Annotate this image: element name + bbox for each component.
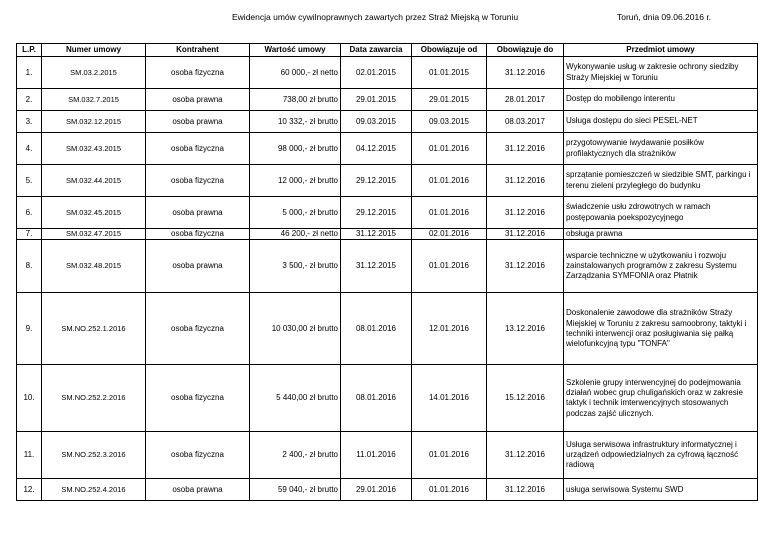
cell-to: 31.12.2016 (487, 57, 564, 89)
cell-lp: 6. (17, 197, 42, 229)
table-row (17, 197, 758, 229)
column-header-contractor: Kontrahent (146, 44, 250, 57)
table-row (17, 365, 758, 432)
contracts-table (16, 43, 758, 501)
cell-lp: 1. (17, 57, 42, 89)
cell-value: 5 440,00 zł brutto (250, 365, 341, 432)
cell-value: 10 332,- zł brutto (250, 111, 341, 133)
cell-subject: Usługa serwisowa infrastruktury informatycznej i urządzeń odpowiedzialnych za cyfrową łączność radiową (564, 432, 758, 479)
table-row (17, 111, 758, 133)
cell-contractor: osoba fizyczna (146, 293, 250, 365)
cell-value: 738,00 zł brutto (250, 89, 341, 111)
cell-subject: Wykonywanie usług w zakresie ochrony siedziby Straży Miejskiej w Toruniu (564, 57, 758, 89)
cell-lp: 12. (17, 479, 42, 501)
cell-number: SM.032.45.2015 (42, 197, 146, 229)
cell-contractor: osoba fizyczna (146, 133, 250, 165)
table-row (17, 432, 758, 479)
cell-to: 31.12.2016 (487, 479, 564, 501)
cell-signed: 08.01.2016 (341, 365, 412, 432)
cell-number: SM.032.43.2015 (42, 133, 146, 165)
cell-signed: 11.01.2016 (341, 432, 412, 479)
cell-signed: 29.01.2015 (341, 89, 412, 111)
cell-lp: 3. (17, 111, 42, 133)
table-row (17, 57, 758, 89)
cell-to: 31.12.2016 (487, 133, 564, 165)
table-row (17, 229, 758, 240)
cell-lp: 9. (17, 293, 42, 365)
cell-contractor: osoba fizyczna (146, 432, 250, 479)
table-header-row (17, 44, 758, 57)
cell-from: 01.01.2016 (412, 479, 487, 501)
cell-signed: 31.12.2015 (341, 229, 412, 240)
cell-signed: 08.01.2016 (341, 293, 412, 365)
cell-value: 10 030,00 zł brutto (250, 293, 341, 365)
cell-number: SM.NO.252.3.2016 (42, 432, 146, 479)
cell-subject: usługa serwisowa Systemu SWD (564, 479, 758, 501)
cell-signed: 29.01.2016 (341, 479, 412, 501)
cell-contractor: osoba fizyczna (146, 57, 250, 89)
cell-number: SM.032.48.2015 (42, 240, 146, 293)
cell-from: 01.01.2016 (412, 240, 487, 293)
cell-signed: 31.12.2015 (341, 240, 412, 293)
document-date: Toruń, dnia 09.06.2016 r. (617, 12, 712, 22)
cell-to: 31.12.2016 (487, 197, 564, 229)
cell-to: 31.12.2016 (487, 165, 564, 197)
cell-contractor: osoba prawna (146, 89, 250, 111)
cell-lp: 8. (17, 240, 42, 293)
table-row (17, 479, 758, 501)
cell-contractor: osoba prawna (146, 479, 250, 501)
cell-from: 12.01.2016 (412, 293, 487, 365)
cell-value: 98 000,- zł brutto (250, 133, 341, 165)
cell-signed: 29.12.2015 (341, 197, 412, 229)
cell-lp: 7. (17, 229, 42, 240)
table-row (17, 133, 758, 165)
cell-to: 31.12.2016 (487, 432, 564, 479)
cell-subject: Dostęp do mobilengo interentu (564, 89, 758, 111)
cell-contractor: osoba fizyczna (146, 165, 250, 197)
cell-number: SM.032.44.2015 (42, 165, 146, 197)
cell-from: 01.01.2016 (412, 165, 487, 197)
cell-subject: Usługa dostępu do sieci PESEL-NET (564, 111, 758, 133)
column-header-value: Wartość umowy (250, 44, 341, 57)
cell-from: 01.01.2016 (412, 197, 487, 229)
cell-signed: 04.12.2015 (341, 133, 412, 165)
column-header-signed: Data zawarcia (341, 44, 412, 57)
cell-value: 3 500,- zł brutto (250, 240, 341, 293)
cell-number: SM.03.2.2015 (42, 57, 146, 89)
table-row (17, 165, 758, 197)
cell-from: 01.01.2016 (412, 432, 487, 479)
cell-from: 14.01.2016 (412, 365, 487, 432)
cell-to: 13.12.2016 (487, 293, 564, 365)
cell-subject: Szkolenie grupy interwencyjnej do podejmowania działań wobec grup chuligańskich oraz w zakresie taktyk i technik imterwencyjnych stosowanych podczas zajść ulicznych. (564, 365, 758, 432)
cell-lp: 2. (17, 89, 42, 111)
cell-subject: świadczenie usłu zdrowotnych w ramach postępowania poekspozycyjnego (564, 197, 758, 229)
cell-subject: obsługa prawna (564, 229, 758, 240)
table-row (17, 293, 758, 365)
document-title: Ewidencja umów cywilnoprawnych zawartych przez Straż Miejską w Toruniu (232, 12, 519, 22)
cell-number: SM.NO.252.4.2016 (42, 479, 146, 501)
cell-value: 59 040,- zł brutto (250, 479, 341, 501)
cell-number: SM.NO.252.2.2016 (42, 365, 146, 432)
cell-signed: 09.03.2015 (341, 111, 412, 133)
cell-lp: 10. (17, 365, 42, 432)
cell-contractor: osoba prawna (146, 240, 250, 293)
cell-subject: wsparcie techniczne w użytkowaniu i rozwoju zainstalowanych programów z zakresu Systemu Zarządzania SYMFONIA oraz Płatnik (564, 240, 758, 293)
cell-from: 01.01.2016 (412, 133, 487, 165)
cell-signed: 02.01.2015 (341, 57, 412, 89)
cell-from: 29.01.2015 (412, 89, 487, 111)
cell-signed: 29.12.2015 (341, 165, 412, 197)
cell-lp: 4. (17, 133, 42, 165)
cell-value: 46 200,- zł netto (250, 229, 341, 240)
column-header-to: Obowiązuje do (487, 44, 564, 57)
column-header-lp: L.P. (17, 44, 42, 57)
cell-value: 12 000,- zł brutto (250, 165, 341, 197)
cell-lp: 5. (17, 165, 42, 197)
cell-contractor: osoba prawna (146, 111, 250, 133)
cell-subject: przygotowywanie iwydawanie posiłków profilaktycznych dla strażników (564, 133, 758, 165)
cell-from: 01.01.2015 (412, 57, 487, 89)
cell-number: SM.032.7.2015 (42, 89, 146, 111)
cell-number: SM.NO.252.1.2016 (42, 293, 146, 365)
table-row (17, 89, 758, 111)
cell-subject: Doskonalenie zawodowe dla strażników Straży Miejskiej w Toruniu z zakresu samoobrony, taktyki i techniki interwencji oraz posługiwania się pałką wielofunkcyjną typu "TONFA" (564, 293, 758, 365)
cell-number: SM.032.12.2015 (42, 111, 146, 133)
cell-to: 15.12.2016 (487, 365, 564, 432)
cell-contractor: osoba prawna (146, 197, 250, 229)
cell-contractor: osoba fizyczna (146, 229, 250, 240)
cell-contractor: osoba fizyczna (146, 365, 250, 432)
cell-from: 02.01.2016 (412, 229, 487, 240)
cell-subject: sprzątanie pomieszczeń w siedzibie SMT, parkingu i terenu zieleni przyległego do budynku (564, 165, 758, 197)
cell-value: 2 400,- zł brutto (250, 432, 341, 479)
cell-value: 5 000,- zł brutto (250, 197, 341, 229)
cell-number: SM.032.47.2015 (42, 229, 146, 240)
cell-to: 08.03.2017 (487, 111, 564, 133)
column-header-number: Numer umowy (42, 44, 146, 57)
column-header-from: Obowiązuje od (412, 44, 487, 57)
cell-lp: 11. (17, 432, 42, 479)
cell-from: 09.03.2015 (412, 111, 487, 133)
cell-to: 31.12.2016 (487, 229, 564, 240)
page-header (0, 12, 768, 26)
cell-to: 28.01.2017 (487, 89, 564, 111)
table-row (17, 240, 758, 293)
cell-to: 31.12.2016 (487, 240, 564, 293)
cell-value: 60 000,- zł netto (250, 57, 341, 89)
column-header-subject: Przedmiot umowy (564, 44, 758, 57)
